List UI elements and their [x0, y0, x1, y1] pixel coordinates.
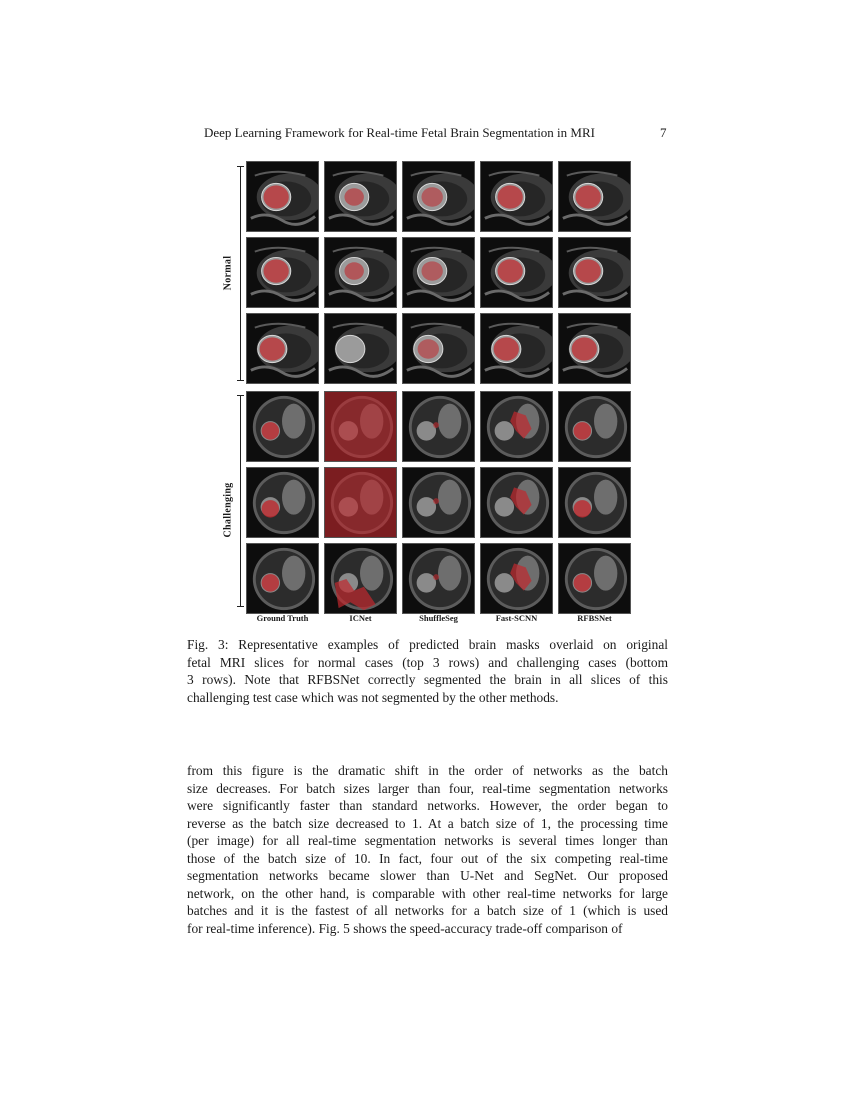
mri-slice-image	[325, 238, 396, 307]
mri-tile-r2-shuffleseg	[402, 237, 475, 308]
mri-slice-image	[403, 238, 474, 307]
mri-tile-r2-icnet	[324, 237, 397, 308]
mri-tile-r5-fast-scnn	[480, 467, 553, 538]
mri-slice-image	[481, 392, 552, 461]
caption-line: 3 rows). Note that RFBSNet correctly segmented the brain in all slices of this	[187, 672, 668, 687]
body-line: those of the batch size of 10. In fact, four out of the six competing real-time	[187, 850, 668, 866]
mri-tile-r1-icnet	[324, 161, 397, 232]
mri-slice-image	[403, 468, 474, 537]
body-paragraph	[187, 762, 668, 937]
figure-caption	[187, 636, 668, 706]
normal-group-label: Normal	[222, 255, 234, 291]
body-line: segmentation networks became slower than U-Net and SegNet. Our proposed	[187, 868, 668, 883]
mri-slice-image	[481, 544, 552, 613]
challenging-group-bracket	[240, 395, 241, 607]
normal-group-bracket	[240, 166, 241, 381]
mri-slice-image	[559, 162, 630, 231]
mri-slice-image	[247, 314, 318, 383]
mri-tile-r1-ground-truth	[246, 161, 319, 232]
mri-slice-image	[403, 392, 474, 461]
body-line: network, on the other hand, is comparable with other real-time networks for large	[187, 885, 668, 901]
mri-tile-r3-shuffleseg	[402, 313, 475, 384]
mri-tile-r2-fast-scnn	[480, 237, 553, 308]
caption-line: fetal MRI slices for normal cases (top 3 rows) and challenging cases (bottom	[187, 654, 668, 670]
body-line: (per image) for all real-time segmentation networks is several times longer than	[187, 833, 668, 848]
mri-tile-r3-ground-truth	[246, 313, 319, 384]
mri-slice-image	[325, 314, 396, 383]
mri-tile-r6-shuffleseg	[402, 543, 475, 614]
mri-tile-r1-rfbsnet	[558, 161, 631, 232]
mri-slice-image	[325, 544, 396, 613]
mri-slice-image	[481, 238, 552, 307]
mri-tile-r5-ground-truth	[246, 467, 319, 538]
mri-tile-r6-ground-truth	[246, 543, 319, 614]
mri-slice-image	[247, 238, 318, 307]
mri-tile-r4-ground-truth	[246, 391, 319, 462]
caption-line: Fig. 3: Representative examples of predicted brain masks overlaid on original	[187, 637, 668, 652]
mri-tile-r5-shuffleseg	[402, 467, 475, 538]
mri-slice-image	[247, 392, 318, 461]
figure-3	[218, 158, 638, 628]
mri-tile-r3-icnet	[324, 313, 397, 384]
mri-slice-image	[559, 238, 630, 307]
body-line: batches and it is the fastest of all networks for a batch size of 1 (which is used	[187, 903, 668, 918]
header-title: Deep Learning Framework for Real-time Fetal Brain Segmentation in MRI	[204, 125, 595, 140]
mri-slice-image	[247, 468, 318, 537]
mri-tile-r6-fast-scnn	[480, 543, 553, 614]
mri-tile-r5-rfbsnet	[558, 467, 631, 538]
mri-tile-r1-fast-scnn	[480, 161, 553, 232]
col-label-shuffleseg: ShuffleSeg	[419, 613, 458, 623]
body-line: size decreases. For batch sizes larger than four, real-time segmentation networks	[187, 780, 668, 796]
mri-tile-r5-icnet	[324, 467, 397, 538]
mri-slice-image	[247, 162, 318, 231]
mri-slice-image	[247, 544, 318, 613]
col-label-rfbsnet: RFBSNet	[577, 613, 612, 623]
mri-tile-r6-icnet	[324, 543, 397, 614]
mri-slice-image	[559, 392, 630, 461]
body-line: reverse as the batch size decreased to 1. At a batch size of 1, the processing time	[187, 815, 668, 831]
mri-slice-image	[403, 162, 474, 231]
mri-slice-image	[559, 544, 630, 613]
mri-tile-r2-rfbsnet	[558, 237, 631, 308]
mri-slice-image	[325, 162, 396, 231]
mri-slice-image	[325, 392, 396, 461]
challenging-group-label: Challenging	[222, 482, 234, 538]
mri-slice-image	[403, 544, 474, 613]
mri-tile-r1-shuffleseg	[402, 161, 475, 232]
mri-tile-r2-ground-truth	[246, 237, 319, 308]
mri-tile-r4-icnet	[324, 391, 397, 462]
body-line: were significantly faster than standard networks. However, the order began to	[187, 798, 668, 813]
col-label-fast-scnn: Fast-SCNN	[495, 613, 538, 623]
body-line: for real-time inference). Fig. 5 shows the speed-accuracy trade-off comparison of	[187, 920, 623, 936]
mri-slice-image	[559, 314, 630, 383]
mri-slice-image	[325, 468, 396, 537]
body-line: from this figure is the dramatic shift in the order of networks as the batch	[187, 763, 668, 778]
col-label-icnet: ICNet	[349, 613, 372, 623]
mri-slice-image	[403, 314, 474, 383]
caption-line: challenging test case which was not segmented by the other methods.	[187, 689, 559, 705]
page-number: 7	[660, 125, 667, 140]
mri-slice-image	[481, 468, 552, 537]
mri-tile-r6-rfbsnet	[558, 543, 631, 614]
mri-slice-image	[481, 162, 552, 231]
mri-tile-r4-shuffleseg	[402, 391, 475, 462]
mri-slice-image	[481, 314, 552, 383]
mri-tile-r4-fast-scnn	[480, 391, 553, 462]
mri-tile-r4-rfbsnet	[558, 391, 631, 462]
mri-tile-r3-rfbsnet	[558, 313, 631, 384]
mri-tile-r3-fast-scnn	[480, 313, 553, 384]
mri-slice-image	[559, 468, 630, 537]
col-label-ground-truth: Ground Truth	[256, 613, 309, 623]
